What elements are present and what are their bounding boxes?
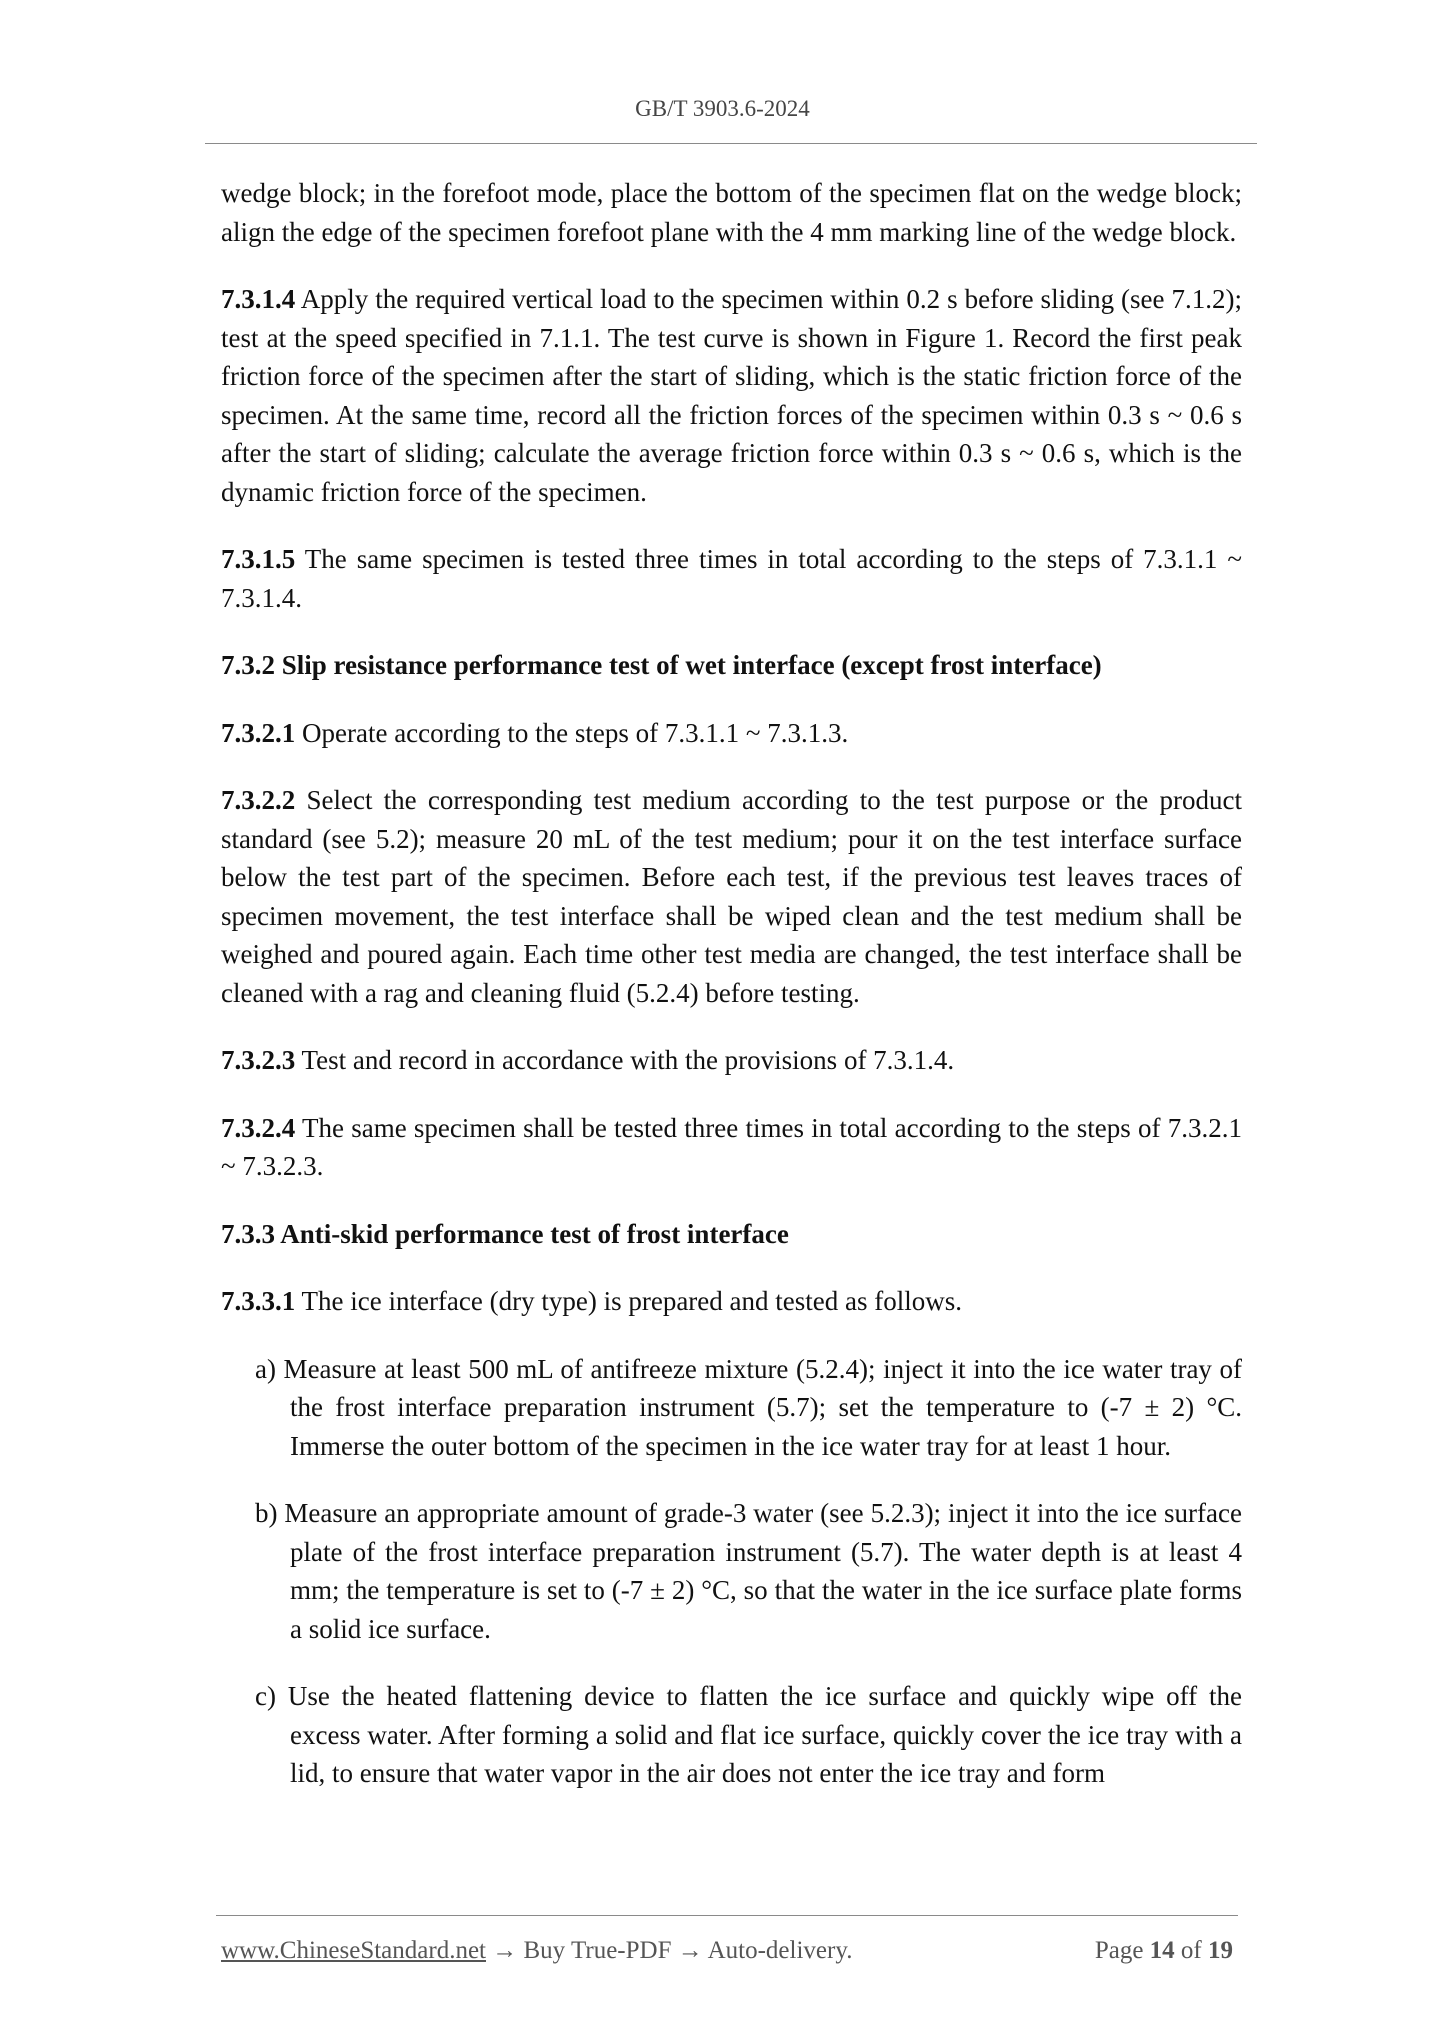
clause-7-3-1-4: 7.3.1.4 Apply the required vertical load to the specimen within 0.2 s before sliding (see 7.1.2); test at the speed specified in 7.1.1. The test curve is shown in Figure 1. Record the first peak friction force of the specimen after the start of sliding, which is the static friction force of the specimen. At the same time, record all the friction forces of the specimen within 0.3 s ~ 0.6 s after the start of sliding; calculate the average friction force within 0.3 s ~ 0.6 s, which is the dynamic friction force of the specimen. xyxy=(221,284,1242,507)
clause-7-3-2-1: 7.3.2.1 Operate according to the steps of 7.3.1.1 ~ 7.3.1.3. xyxy=(221,717,849,748)
clause-number: 7.3.2.4 xyxy=(221,1112,296,1143)
clause-number: 7.3.1.5 xyxy=(221,544,296,574)
list-item: a) Measure at least 500 mL of antifreeze mixture (5.2.4); inject it into the ice water tray of the frost interface preparation instrument (5.7); set the temperature to (-7 ± 2) °C. Immerse the outer bottom of the specimen in the ice water tray for at least 1 hour. xyxy=(255,1353,1242,1461)
clause-7-3-3-1: 7.3.3.1 The ice interface (dry type) is prepared and tested as follows. xyxy=(221,1286,962,1316)
footer-promo xyxy=(221,1937,852,1965)
clause-7-3-2-2: 7.3.2.2 Select the corresponding test medium according to the test purpose or the product standard (see 5.2); measure 20 mL of the test medium; pour it on the test interface surface below the test part of the specimen. Before each test, if the previous test leaves traces of specimen movement, the test interface shall be wiped clean and the test medium shall be weighed and poured again. Each time other test media are changed, the test interface shall be cleaned with a rag and cleaning fluid (5.2.4) before testing. xyxy=(221,785,1242,1008)
header-divider xyxy=(205,143,1257,144)
clause-7-3-2-4: 7.3.2.4 The same specimen shall be tested three times in total according to the steps of 7.3.2.1 ~ 7.3.2.3. xyxy=(221,1112,1242,1181)
footer-divider xyxy=(216,1915,1238,1916)
page-label: Page xyxy=(1094,1937,1144,1964)
page-total: 19 xyxy=(1208,1937,1233,1964)
clause-7-3-2-3: 7.3.2.3 Test and record in accordance with the provisions of 7.3.1.4. xyxy=(221,1045,955,1075)
document-body xyxy=(221,174,1242,1822)
body-paragraph: wedge block; in the forefoot mode, place the bottom of the specimen flat on the wedge block; align the edge of the specimen forefoot plane with the 4 mm marking line of the wedge block. xyxy=(221,178,1242,247)
clause-number: 7.3.2.1 xyxy=(221,717,296,748)
section-heading-7-3-3: 7.3.3 Anti-skid performance test of frost interface xyxy=(221,1218,789,1249)
section-heading-7-3-2: 7.3.2 Slip resistance performance test of wet interface (except frost interface) xyxy=(221,650,1102,680)
clause-number: 7.3.2.3 xyxy=(221,1045,296,1075)
list-item: c) Use the heated flattening device to flatten the ice surface and quickly wipe off the excess water. After forming a solid and flat ice surface, quickly cover the ice tray with a lid, to ensure that water vapor in the air does not enter the ice tray and form xyxy=(255,1681,1242,1788)
clause-number: 7.3.2.2 xyxy=(221,785,296,815)
of-label: of xyxy=(1180,1937,1202,1964)
document-header-title: GB/T 3903.6-2024 xyxy=(635,96,810,121)
clause-7-3-1-5: 7.3.1.5 The same specimen is tested three times in total according to the steps of 7.3.1.1 ~ 7.3.1.4. xyxy=(221,544,1242,613)
list-item: b) Measure an appropriate amount of grade-3 water (see 5.2.3); inject it into the ice surface plate of the frost interface preparation instrument (5.7). The water depth is at least 4 mm; the temperature is set to (-7 ± 2) °C, so that the water in the ice surface plate forms a solid ice surface. xyxy=(255,1498,1242,1644)
clause-number: 7.3.1.4 xyxy=(221,284,296,314)
website-link[interactable]: www.ChineseStandard.net xyxy=(221,1937,486,1964)
footer-promo-text: → Buy True-PDF → Auto-delivery. xyxy=(486,1937,853,1964)
clause-number: 7.3.3.1 xyxy=(221,1286,296,1316)
page-indicator xyxy=(1095,1937,1233,1965)
page-number: 14 xyxy=(1149,1937,1175,1964)
